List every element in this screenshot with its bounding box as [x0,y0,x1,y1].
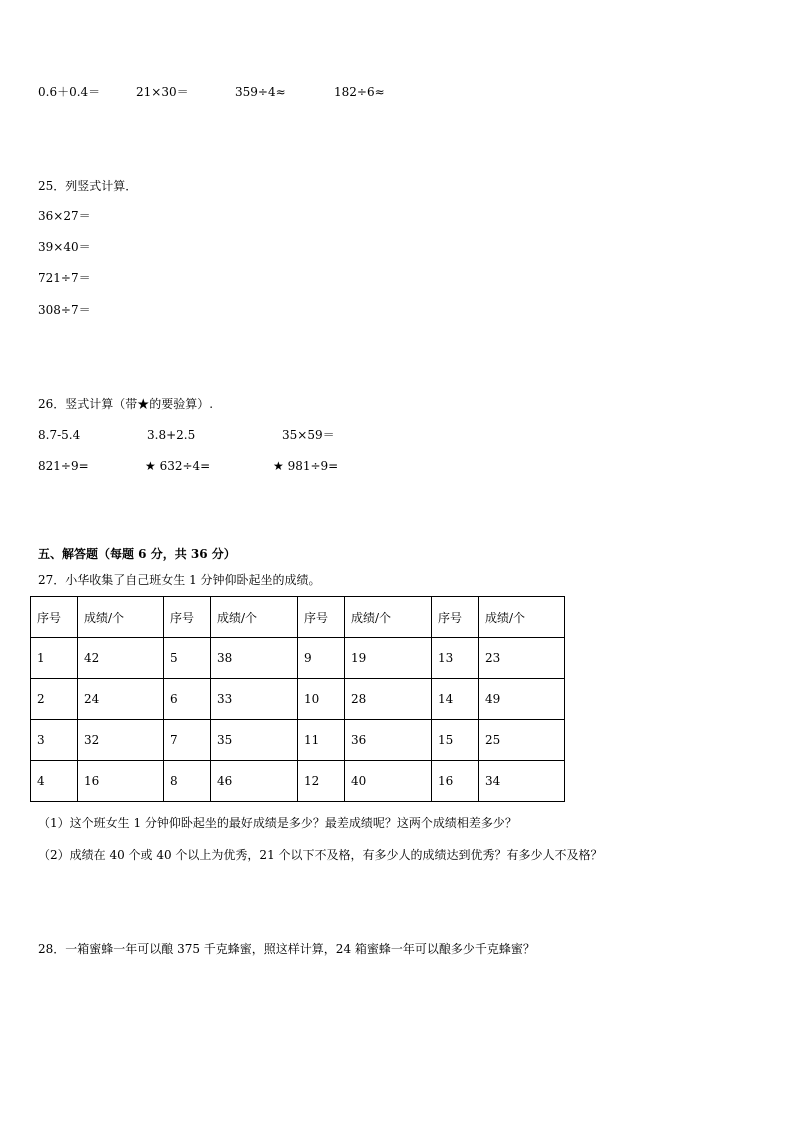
calc-item-4: 182÷6≈ [334,85,385,99]
table-cell: 42 [78,638,164,679]
table-header-cell: 序号 [432,597,479,638]
table-row [31,720,565,761]
q26-item-3: 35×59＝ [282,428,335,442]
table-cell: 1 [31,638,78,679]
table-cell: 46 [211,761,298,802]
table-cell: 3 [31,720,78,761]
q26-title: 26．竖式计算（带★的要验算）. [38,397,214,411]
table-cell: 28 [345,679,432,720]
table-cell: 32 [78,720,164,761]
table-cell: 7 [164,720,211,761]
table-cell: 13 [432,638,479,679]
table-row [31,638,565,679]
table-header-cell: 成绩/个 [211,597,298,638]
table-cell: 16 [432,761,479,802]
q27-intro: 27．小华收集了自己班女生 1 分钟仰卧起坐的成绩。 [38,573,321,587]
table-cell: 34 [479,761,565,802]
table-header-cell: 序号 [31,597,78,638]
table-cell: 6 [164,679,211,720]
calc-item-2: 21×30＝ [136,85,189,99]
table-cell: 9 [298,638,345,679]
table-row [31,761,565,802]
q25-item-4: 308÷7＝ [38,303,91,317]
table-header-cell: 序号 [298,597,345,638]
q28-text: 28．一箱蜜蜂一年可以酿 375 千克蜂蜜，照这样计算，24 箱蜜蜂一年可以酿多少千克蜂蜜？ [38,942,535,956]
table-header-row [31,597,565,638]
q26-item-5: ★ 632÷4= [145,459,211,473]
table-header-cell: 序号 [164,597,211,638]
table-cell: 19 [345,638,432,679]
calc-item-3: 359÷4≈ [235,85,286,99]
table-cell: 8 [164,761,211,802]
table-cell: 23 [479,638,565,679]
table-header-cell: 成绩/个 [479,597,565,638]
q27-subquestion-2: （2）成绩在 40 个或 40 个以上为优秀，21 个以下不及格，有多少人的成绩达到优秀？有多少人不及格？ [38,848,603,862]
table-cell: 40 [345,761,432,802]
table-cell: 25 [479,720,565,761]
table-cell: 10 [298,679,345,720]
q25-item-3: 721÷7＝ [38,271,91,285]
table-cell: 12 [298,761,345,802]
table-cell: 33 [211,679,298,720]
q25-item-2: 39×40＝ [38,240,91,254]
table-row [31,679,565,720]
table-cell: 36 [345,720,432,761]
q25-title: 25．列竖式计算． [38,179,138,193]
scores-table [30,596,565,802]
table-cell: 16 [78,761,164,802]
table-header-cell: 成绩/个 [78,597,164,638]
table-cell: 14 [432,679,479,720]
table-cell: 11 [298,720,345,761]
q26-item-4: 821÷9= [38,459,89,473]
table-cell: 4 [31,761,78,802]
table-cell: 24 [78,679,164,720]
q26-item-1: 8.7-5.4 [38,428,81,442]
table-header-cell: 成绩/个 [345,597,432,638]
calc-item-1: 0.6＋0.4＝ [38,85,101,99]
table-cell: 5 [164,638,211,679]
table-cell: 35 [211,720,298,761]
q26-item-2: 3.8+2.5 [147,428,196,442]
table-cell: 2 [31,679,78,720]
table-cell: 38 [211,638,298,679]
section5-title: 五、解答题（每题 6 分，共 36 分） [38,547,236,561]
q26-item-6: ★ 981÷9= [273,459,339,473]
q27-subquestion-1: （1）这个班女生 1 分钟仰卧起坐的最好成绩是多少？最差成绩呢？这两个成绩相差多少？ [38,816,517,830]
q25-item-1: 36×27＝ [38,209,91,223]
table-cell: 49 [479,679,565,720]
table-cell: 15 [432,720,479,761]
